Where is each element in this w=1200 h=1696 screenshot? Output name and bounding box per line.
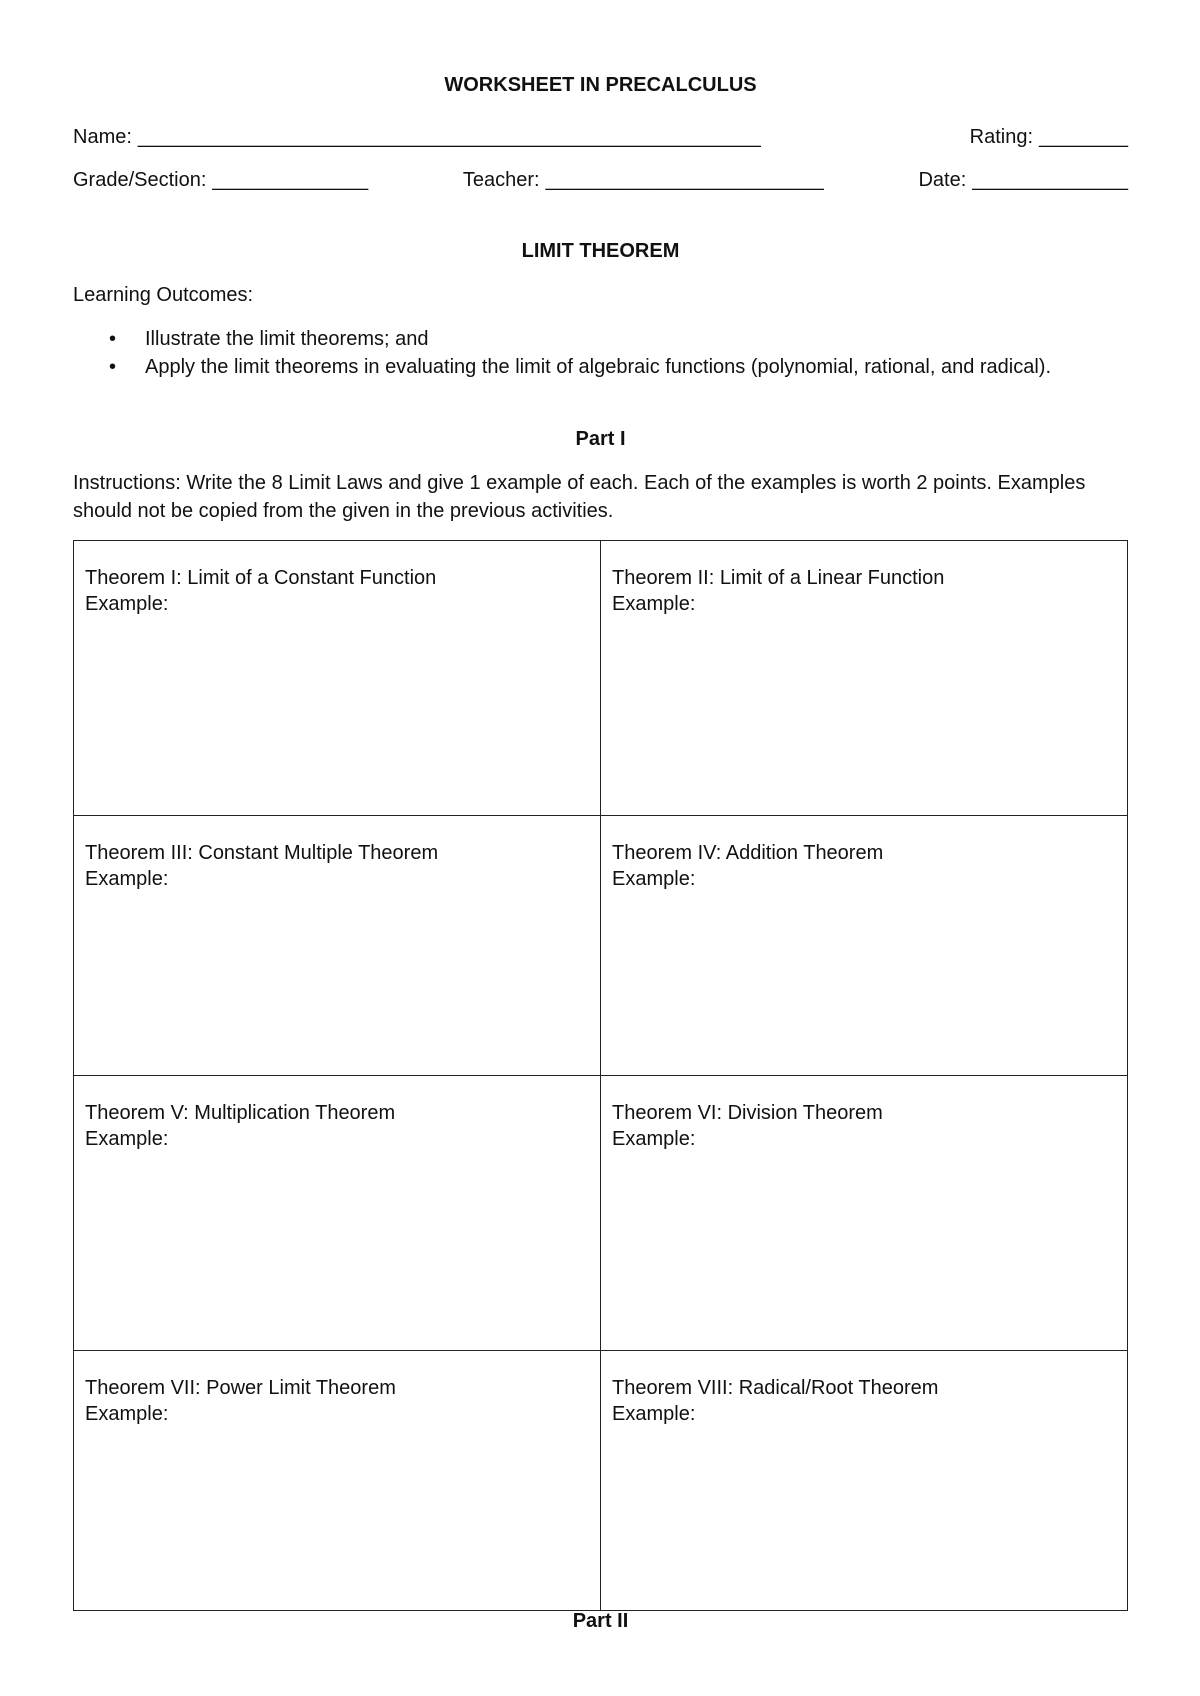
table-row bbox=[74, 541, 1128, 816]
name-label: Name: bbox=[73, 126, 132, 148]
name-field[interactable] bbox=[73, 126, 761, 149]
theorem-title: Theorem III: Constant Multiple Theorem bbox=[85, 842, 439, 864]
grade-section-label: Grade/Section: bbox=[73, 169, 207, 191]
theorem-title: Theorem V: Multiplication Theorem bbox=[85, 1102, 396, 1124]
example-label: Example: bbox=[612, 1128, 696, 1150]
header-fields-row-2 bbox=[73, 169, 1128, 192]
outcome-text: Illustrate the limit theorems; and bbox=[145, 328, 429, 350]
learning-outcomes-list bbox=[73, 325, 1128, 381]
theorem-title: Theorem VIII: Radical/Root Theorem bbox=[612, 1377, 939, 1399]
header-fields-row-1 bbox=[73, 126, 1128, 149]
teacher-label: Teacher: bbox=[462, 169, 540, 191]
section-title: LIMIT THEOREM bbox=[521, 240, 680, 262]
theorem-title: Theorem II: Limit of a Linear Function bbox=[612, 567, 945, 589]
outcome-text: Apply the limit theorems in evaluating the limit of algebraic functions (polynomial, rational, and radical). bbox=[145, 356, 1052, 378]
date-field[interactable] bbox=[918, 169, 1128, 192]
rating-blank[interactable]: ________ bbox=[1039, 126, 1128, 148]
example-label: Example: bbox=[612, 1403, 696, 1425]
example-label: Example: bbox=[85, 593, 169, 615]
theorem-cell-6[interactable] bbox=[601, 1076, 1128, 1351]
theorem-title: Theorem VI: Division Theorem bbox=[612, 1102, 883, 1124]
example-label: Example: bbox=[612, 868, 696, 890]
list-item bbox=[73, 325, 1128, 353]
part-2-heading: Part II bbox=[572, 1610, 629, 1632]
learning-outcomes-label: Learning Outcomes: bbox=[73, 284, 254, 306]
part-1-instructions: Instructions: Write the 8 Limit Laws and give 1 example of each. Each of the examples is worth 2 points. Examples should not be copied from the given in the previous activities. bbox=[73, 472, 1086, 522]
example-label: Example: bbox=[85, 868, 169, 890]
table-row bbox=[74, 1351, 1128, 1611]
example-label: Example: bbox=[85, 1403, 169, 1425]
theorem-title: Theorem IV: Addition Theorem bbox=[612, 842, 884, 864]
date-label: Date: bbox=[918, 169, 967, 191]
theorem-title: Theorem I: Limit of a Constant Function bbox=[85, 567, 437, 589]
theorem-cell-4[interactable] bbox=[601, 816, 1128, 1076]
theorem-grid bbox=[73, 540, 1128, 1611]
theorem-cell-3[interactable] bbox=[74, 816, 601, 1076]
theorem-cell-8[interactable] bbox=[601, 1351, 1128, 1611]
bullet-icon: • bbox=[109, 356, 117, 378]
theorem-cell-2[interactable] bbox=[601, 541, 1128, 816]
rating-label: Rating: bbox=[969, 126, 1034, 148]
example-label: Example: bbox=[85, 1128, 169, 1150]
worksheet-title: WORKSHEET IN PRECALCULUS bbox=[444, 74, 757, 96]
theorem-cell-1[interactable] bbox=[74, 541, 601, 816]
part-1-heading: Part I bbox=[575, 428, 626, 450]
worksheet-page bbox=[73, 0, 1128, 1696]
theorem-title: Theorem VII: Power Limit Theorem bbox=[85, 1377, 396, 1399]
grade-section-field[interactable] bbox=[73, 169, 368, 192]
teacher-field[interactable] bbox=[463, 169, 824, 192]
theorem-cell-7[interactable] bbox=[74, 1351, 601, 1611]
grade-section-blank[interactable]: ______________ bbox=[212, 169, 369, 191]
rating-field[interactable] bbox=[970, 126, 1128, 149]
table-row bbox=[74, 816, 1128, 1076]
theorem-cell-5[interactable] bbox=[74, 1076, 601, 1351]
name-blank[interactable]: ________________________________________________________ bbox=[137, 126, 761, 148]
date-blank[interactable]: ______________ bbox=[972, 169, 1128, 191]
teacher-blank[interactable]: _________________________ bbox=[545, 169, 824, 191]
list-item bbox=[73, 353, 1128, 381]
bullet-icon: • bbox=[109, 328, 117, 350]
table-row bbox=[74, 1076, 1128, 1351]
example-label: Example: bbox=[612, 593, 696, 615]
